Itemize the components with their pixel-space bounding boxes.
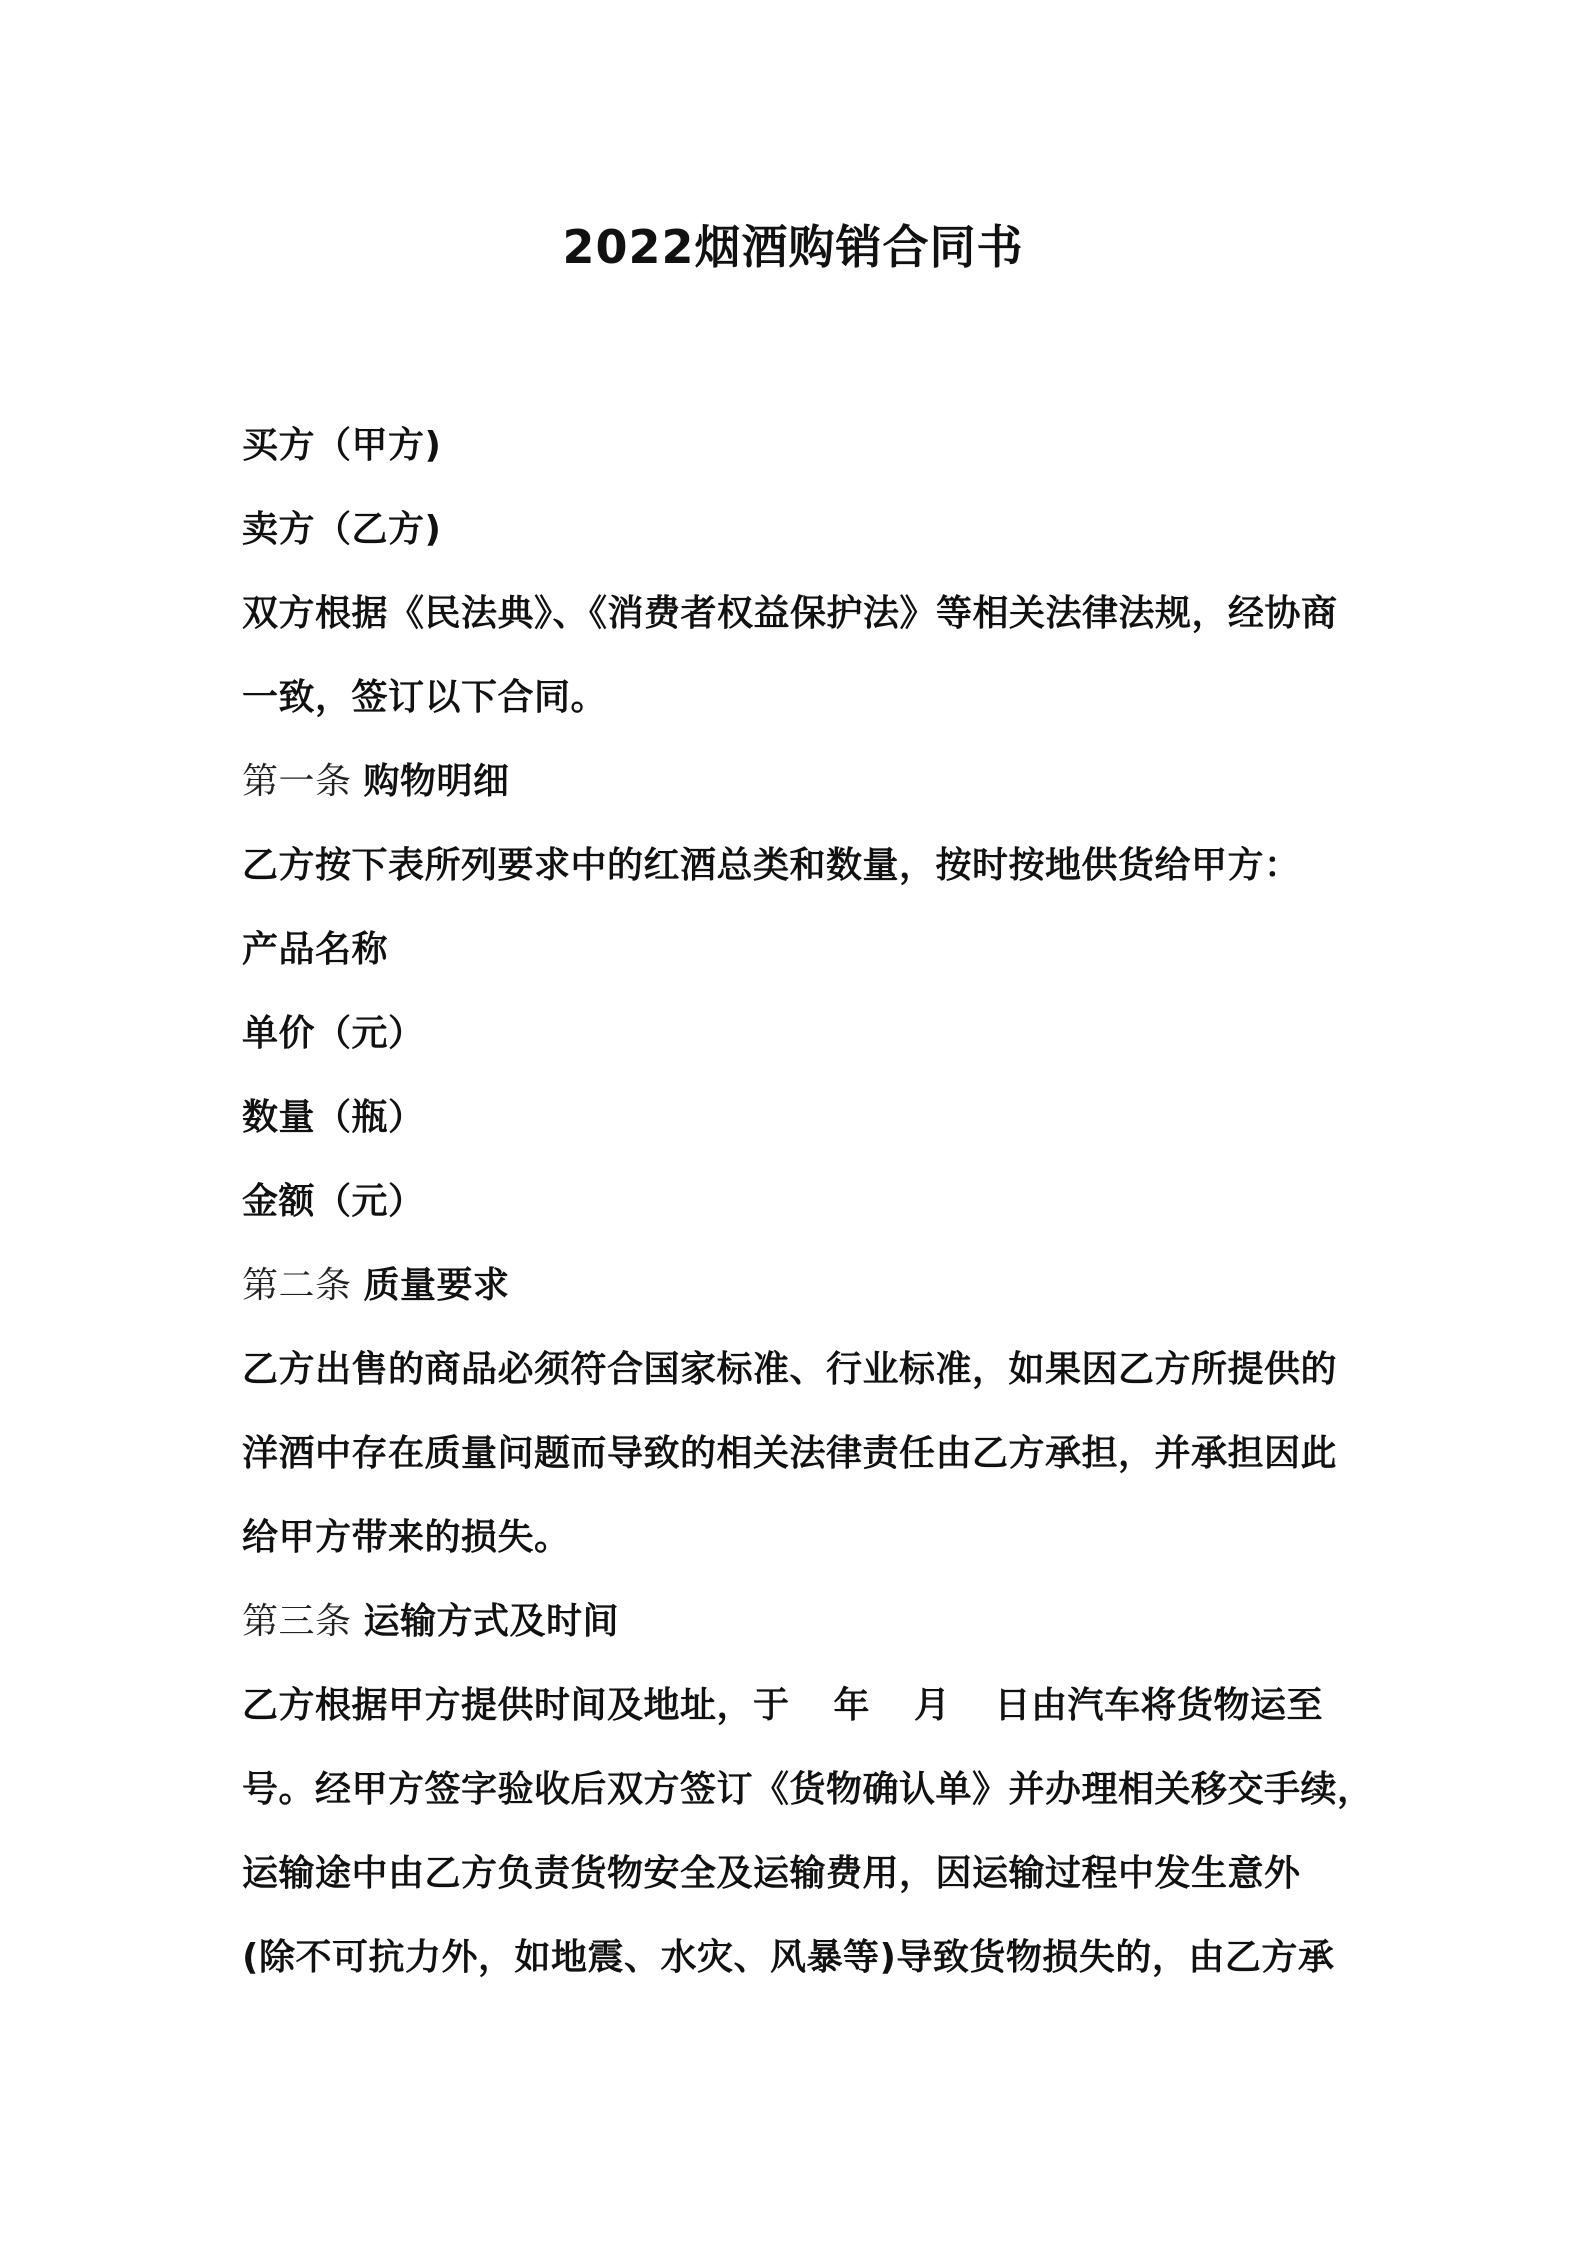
intro-line-2: 一致，签订以下合同。 <box>242 677 608 718</box>
article-3-month: 月 <box>914 1685 951 1726</box>
article-1-text: 乙方按下表所列要求中的红酒总类和数量，按时按地供货给甲方： <box>242 845 1301 886</box>
article-2-heading <box>242 1244 1362 1328</box>
article-2-line-3: 给甲方带来的损失。 <box>242 1517 571 1558</box>
article-2-title: 质量要求 <box>363 1265 510 1306</box>
article-3-line-1-end: 日由汽车将货物运至 <box>994 1685 1324 1726</box>
article-2-label: 第二条 <box>242 1265 352 1306</box>
article-2-line-2: 洋酒中存在质量问题而导致的相关法律责任由乙方承担，并承担因此 <box>242 1433 1338 1474</box>
article-1-label: 第一条 <box>242 761 352 802</box>
article-3-line-1-start: 乙方根据甲方提供时间及地址，于 <box>242 1685 790 1726</box>
article-2-line-1: 乙方出售的商品必须符合国家标准、行业标准，如果因乙方所提供的 <box>242 1349 1338 1390</box>
field-unit-price: 单价（元） <box>242 1013 425 1054</box>
article-3-line-1 <box>242 1664 1362 1748</box>
article-3-heading <box>242 1580 1362 1664</box>
field-amount: 金额（元） <box>242 1181 425 1222</box>
article-3-label: 第三条 <box>242 1601 352 1642</box>
article-1-heading <box>242 740 1362 824</box>
field-quantity: 数量（瓶） <box>242 1097 425 1138</box>
document-body <box>242 404 1374 2000</box>
buyer-party: 买方（甲方) <box>242 425 442 466</box>
article-3-line-4: (除不可抗力外，如地震、水灾、风暴等)导致货物损失的，由乙方承 <box>242 1937 1335 1978</box>
intro-line-1: 双方根据《民法典》、《消费者权益保护法》等相关法律法规，经协商 <box>242 593 1338 634</box>
article-3-line-2: 号。经甲方签字验收后双方签订《货物确认单》并办理相关移交手续， <box>242 1769 1374 1810</box>
article-3-year: 年 <box>833 1685 871 1726</box>
document-title: 2022烟酒购销合同书 <box>562 220 1024 274</box>
article-1-title: 购物明细 <box>363 761 510 802</box>
article-3-line-3: 运输途中由乙方负责货物安全及运输费用，因运输过程中发生意外 <box>242 1853 1301 1894</box>
article-3-title: 运输方式及时间 <box>363 1601 619 1642</box>
seller-party: 卖方（乙方) <box>242 509 442 550</box>
field-product-name: 产品名称 <box>242 929 389 970</box>
